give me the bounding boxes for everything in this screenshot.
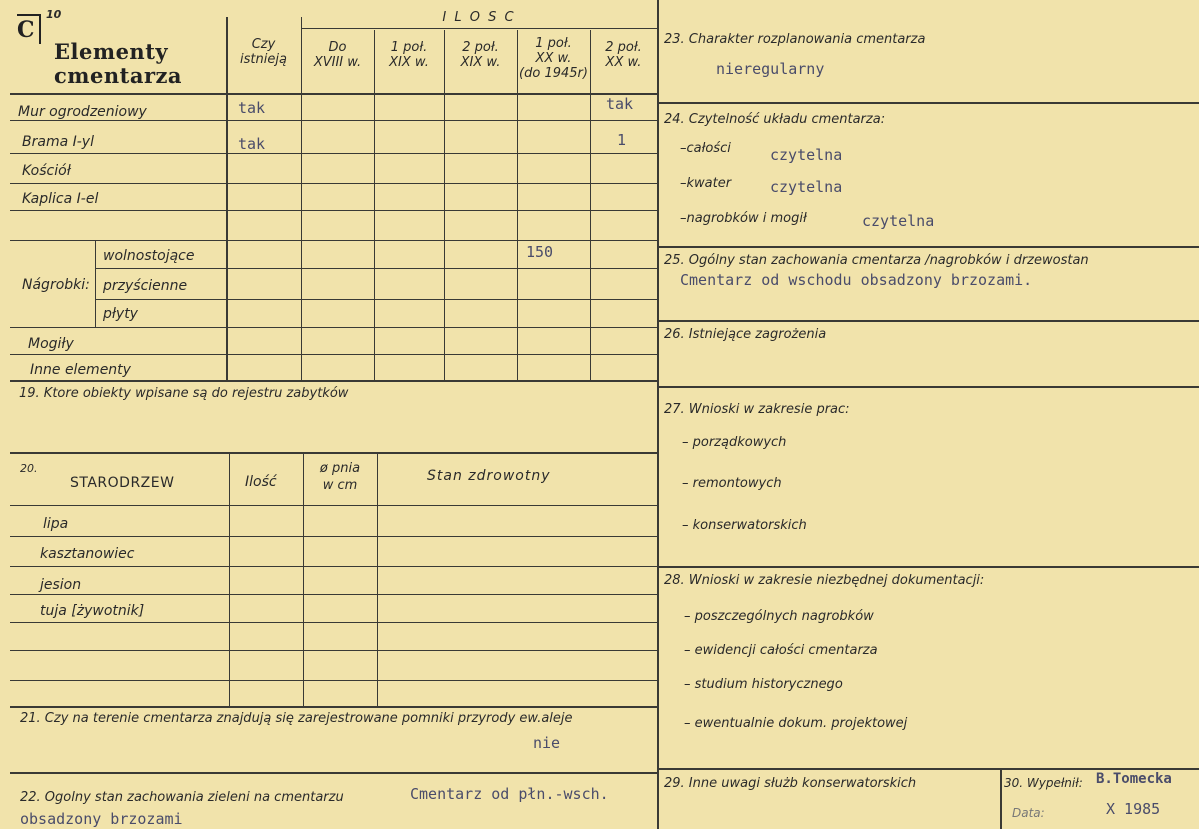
- tree-col-ilosc: Ilość: [245, 474, 277, 490]
- row-rule: [95, 299, 657, 300]
- row-label-mur: Mur ogrodzeniowy: [18, 104, 147, 120]
- calosci-label: –całości: [680, 141, 731, 156]
- tree-row-label: jesion: [40, 577, 82, 593]
- work-item: – konserwatorskich: [682, 518, 807, 533]
- row-label-wolnostojace: wolnostojące: [103, 248, 195, 264]
- section-22-label: 22. Ogolny stan zachowania zieleni na cmentarzu: [20, 790, 344, 805]
- date-value: X 1985: [1106, 800, 1161, 818]
- section-rule: [657, 566, 1199, 568]
- section-rule: [10, 706, 657, 708]
- section-rule: [10, 452, 657, 454]
- row-label-inne: Inne elementy: [30, 362, 131, 378]
- col-rule: [590, 30, 591, 380]
- section-24-label: 24. Czytelność układu cmentarza:: [664, 112, 886, 127]
- row-label-nagrobki: Nágrobki:: [22, 277, 90, 293]
- tree-row-label: lipa: [43, 516, 69, 532]
- calosci-value: czytelna: [770, 146, 843, 164]
- row-label-kosciol: Kościół: [22, 163, 71, 179]
- card-number: 10: [46, 8, 62, 21]
- table-header-rule: [10, 93, 657, 95]
- tree-row-rule: [10, 680, 657, 681]
- tree-row-label: tuja [żywotnik]: [40, 603, 145, 619]
- section-20-num: 20.: [20, 462, 38, 475]
- col-1pol-xix-header: 1 poł. XIX w.: [389, 40, 429, 70]
- section-19-label: 19. Ktore obiekty wpisane są do rejestru zabytków: [19, 386, 349, 401]
- tree-row-rule: [10, 536, 657, 537]
- col-rule: [95, 240, 96, 327]
- kwater-label: –kwater: [680, 176, 732, 191]
- row-rule: [10, 240, 657, 241]
- brama-2pol-xx-value: 1: [617, 131, 627, 149]
- row-rule: [95, 268, 657, 269]
- mur-2pol-xx-value: tak: [606, 95, 634, 113]
- tree-row-rule: [10, 594, 657, 595]
- tree-col-pnia: ø pnia w cm: [319, 461, 361, 493]
- col-xviii-header: Do XVIII w.: [313, 40, 362, 70]
- title-line-2: cmentarza: [54, 63, 183, 88]
- tree-col-rule: [377, 452, 378, 706]
- section-26-label: 26. Istniejące zagrożenia: [664, 327, 827, 342]
- section-23-answer: nieregularny: [716, 60, 825, 78]
- section-22-answer-2: obsadzony brzozami: [20, 810, 183, 828]
- section-rule: [657, 386, 1199, 388]
- section-21-label: 21. Czy na terenie cmentarza znajdują się zarejestrowane pomniki przyrody ew.aleje: [20, 711, 573, 726]
- col-rule: [301, 17, 302, 380]
- tree-row-label: kasztanowiec: [40, 546, 135, 562]
- tree-row-rule: [10, 566, 657, 567]
- nagrobkow-label: –nagrobków i mogił: [680, 211, 807, 226]
- row-rule: [10, 354, 657, 355]
- col-exist-header: Czy istnieją: [240, 37, 287, 67]
- section-rule: [10, 772, 657, 774]
- title-line-1: Elementy: [54, 39, 169, 64]
- row-rule: [10, 153, 657, 154]
- doc-item: – poszczególnych nagrobków: [684, 609, 874, 624]
- work-item: – remontowych: [682, 476, 782, 491]
- row-label-brama: Brama I-yl: [22, 134, 94, 150]
- col-1pol-xx-header: 1 poł. XX w. (do 1945r): [519, 36, 588, 81]
- tree-row-rule: [10, 650, 657, 651]
- section-rule: [657, 320, 1199, 322]
- section-rule: [657, 102, 1199, 104]
- starodrzew-title: STARODRZEW: [70, 475, 175, 491]
- row-label-mogily: Mogiły: [28, 336, 74, 352]
- tree-col-rule: [229, 452, 230, 706]
- doc-item: – ewentualnie dokum. projektowej: [684, 716, 908, 731]
- col-rule: [226, 17, 228, 380]
- row-rule: [10, 210, 657, 211]
- row-label-kaplica: Kaplica I-el: [22, 191, 99, 207]
- col-rule: [444, 30, 445, 380]
- filled-by-name: B.Tomecka: [1096, 771, 1172, 787]
- table-bottom-rule: [10, 380, 657, 382]
- doc-item: – ewidencji całości cmentarza: [684, 643, 878, 658]
- card-letter: C: [17, 14, 41, 44]
- tree-col-stan: Stan zdrowotny: [427, 468, 551, 484]
- row-rule: [10, 183, 657, 184]
- section-27-label: 27. Wnioski w zakresie prac:: [664, 402, 850, 417]
- section-29-label: 29. Inne uwagi służb konserwatorskich: [664, 776, 917, 791]
- mur-exist-value: tak: [238, 99, 266, 117]
- col-rule: [517, 30, 518, 380]
- section-rule: [657, 768, 1199, 770]
- work-item: – porządkowych: [682, 435, 787, 450]
- date-label: Data:: [1012, 806, 1045, 820]
- col-rule: [374, 30, 375, 380]
- section-30-label: 30. Wypełnił:: [1004, 776, 1083, 790]
- section-rule: [657, 246, 1199, 248]
- center-divider: [657, 0, 659, 829]
- section-28-label: 28. Wnioski w zakresie niezbędnej dokumentacji:: [664, 573, 985, 588]
- row-label-przyscienne: przyścienne: [103, 278, 188, 294]
- ilosc-rule: [301, 28, 657, 29]
- tree-row-rule: [10, 622, 657, 623]
- section-22-answer-1: Cmentarz od płn.-wsch.: [410, 785, 609, 803]
- row-label-plyty: płyty: [103, 306, 138, 322]
- nagrobkow-value: czytelna: [862, 212, 935, 230]
- section-23-label: 23. Charakter rozplanowania cmentarza: [664, 32, 926, 47]
- section-25-label: 25. Ogólny stan zachowania cmentarza /nagrobków i drzewostan: [664, 253, 1089, 268]
- row-rule: [10, 120, 657, 121]
- section-25-answer: Cmentarz od wschodu obsadzony brzozami.: [680, 271, 1033, 289]
- col-2pol-xix-header: 2 poł. XIX w.: [460, 40, 501, 70]
- tree-header-rule: [10, 505, 657, 506]
- col-rule: [1000, 768, 1002, 829]
- col-2pol-xx-header: 2 poł. XX w.: [605, 40, 642, 70]
- kwater-value: czytelna: [770, 178, 843, 196]
- doc-item: – studium historycznego: [684, 677, 843, 692]
- ilosc-header: I L O S C: [442, 10, 516, 25]
- section-21-answer: nie: [533, 734, 561, 752]
- brama-exist-value: tak: [238, 135, 266, 153]
- wolnostojace-1pol-xx-value: 150: [526, 243, 554, 261]
- row-rule: [10, 327, 657, 328]
